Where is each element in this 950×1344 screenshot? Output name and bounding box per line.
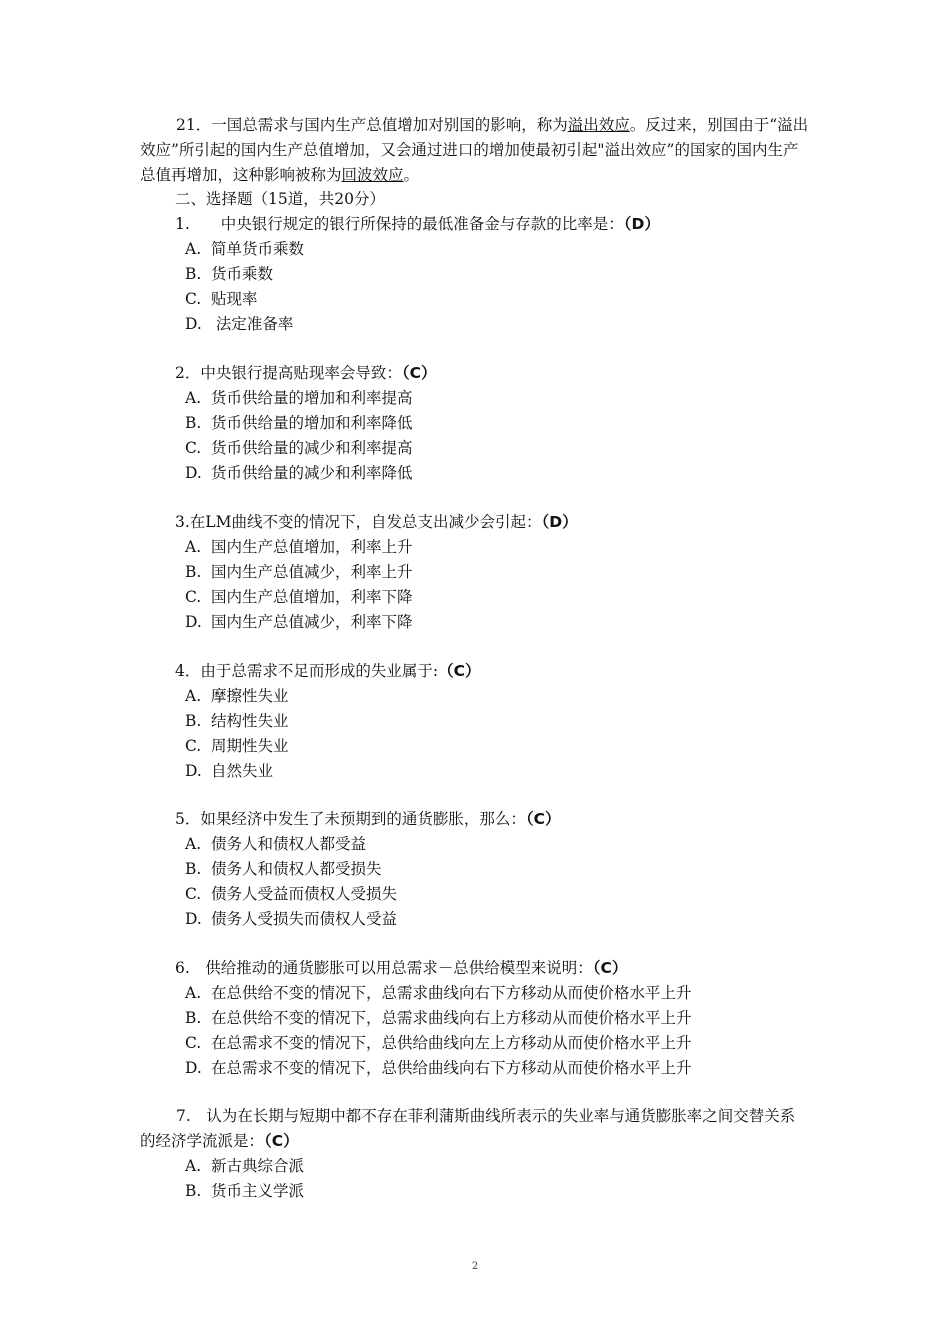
option-d: D. 自然失业 [185, 762, 274, 780]
question-5 [175, 807, 815, 932]
option-c: C. 周期性失业 [185, 737, 289, 755]
option-list [175, 1154, 810, 1204]
paragraph-text: 。反过来，别国由于“溢出效应”所引起的国内生产总值增加，又会通过进口的增加使最初引起"溢出效应”的国家的国内生产总值再增加，这种影响被称为 [140, 116, 809, 184]
option-list [175, 981, 815, 1081]
answer-label: （C） [525, 810, 561, 828]
option-a: A. 在总供给不变的情况下，总需求曲线向右下方移动从而使价格水平上升 [185, 984, 692, 1002]
option-a: A. 货币供给量的增加和利率提高 [185, 389, 413, 407]
question-stem: 6. 供给推动的通货膨胀可以用总需求－总供给模型来说明： [175, 959, 593, 977]
option-list [175, 237, 815, 337]
option-list [175, 535, 815, 635]
option-c: C. 贴现率 [185, 290, 258, 308]
option-list [175, 386, 815, 486]
option-b: B. 国内生产总值减少，利率上升 [185, 563, 413, 581]
option-a: A. 摩擦性失业 [185, 687, 289, 705]
option-list [175, 684, 815, 784]
question-stem: 4．由于总需求不足而形成的失业属于: [175, 662, 439, 680]
page-number: 2 [471, 1261, 479, 1272]
option-d: D. 国内生产总值减少，利率下降 [185, 613, 413, 631]
option-b: B. 货币供给量的增加和利率降低 [185, 414, 413, 432]
answer-label: （D） [623, 215, 660, 233]
question-stem: 2．中央银行提高贴现率会导致： [175, 364, 402, 382]
question-7 [140, 1104, 810, 1204]
question-3 [175, 510, 815, 635]
option-d: D. 法定准备率 [185, 315, 294, 333]
question-4 [175, 659, 815, 784]
question-stem: 3.在LM曲线不变的情况下，自发总支出减少会引起： [175, 513, 542, 531]
option-a: A. 债务人和债权人都受益 [185, 835, 367, 853]
paragraph-21 [140, 113, 810, 188]
option-a: A. 简单货币乘数 [185, 240, 305, 258]
question-stem: 7. 认为在长期与短期中都不存在菲利蒲斯曲线所表示的失业率与通货膨胀率之间交替关系的经济学流派是： [140, 1107, 796, 1150]
question-1 [175, 212, 815, 337]
option-b: B. 货币乘数 [185, 265, 274, 283]
option-b: B. 债务人和债权人都受损失 [185, 860, 382, 878]
option-c: C. 货币供给量的减少和利率提高 [185, 439, 413, 457]
section-heading: 二、选择题（15道，共20分） [175, 190, 385, 208]
term-echo-effect: 回波效应 [341, 166, 404, 184]
question-stem: 5．如果经济中发生了未预期到的通货膨胀，那么： [175, 810, 526, 828]
option-c: C. 国内生产总值增加，利率下降 [185, 588, 413, 606]
option-list [175, 832, 815, 932]
term-spillover-effect: 溢出效应 [567, 116, 630, 134]
option-b: B. 结构性失业 [185, 712, 289, 730]
paragraph-text: 。 [403, 166, 420, 184]
option-d: D. 债务人受损失而债权人受益 [185, 910, 398, 928]
option-c: C. 在总需求不变的情况下，总供给曲线向左上方移动从而使价格水平上升 [185, 1034, 692, 1052]
question-2 [175, 361, 815, 486]
option-a: A. 新古典综合派 [185, 1157, 305, 1175]
option-b: B. 货币主义学派 [185, 1182, 305, 1200]
option-d: D. 货币供给量的减少和利率降低 [185, 464, 413, 482]
option-b: B. 在总供给不变的情况下，总需求曲线向右上方移动从而使价格水平上升 [185, 1009, 692, 1027]
option-d: D. 在总需求不变的情况下，总供给曲线向右下方移动从而使价格水平上升 [185, 1059, 692, 1077]
option-a: A. 国内生产总值增加，利率上升 [185, 538, 413, 556]
question-stem: 1. 中央银行规定的银行所保持的最低准备金与存款的比率是： [175, 215, 624, 233]
answer-label: （C） [592, 959, 628, 977]
option-c: C. 债务人受益而债权人受损失 [185, 885, 398, 903]
answer-label: （D） [541, 513, 578, 531]
answer-label: （C） [438, 662, 481, 680]
answer-label: （C） [264, 1132, 299, 1150]
paragraph-text: 21．一国总需求与国内生产总值增加对别国的影响，称为 [176, 116, 568, 134]
answer-label: （C） [401, 364, 437, 382]
question-6 [175, 956, 815, 1081]
